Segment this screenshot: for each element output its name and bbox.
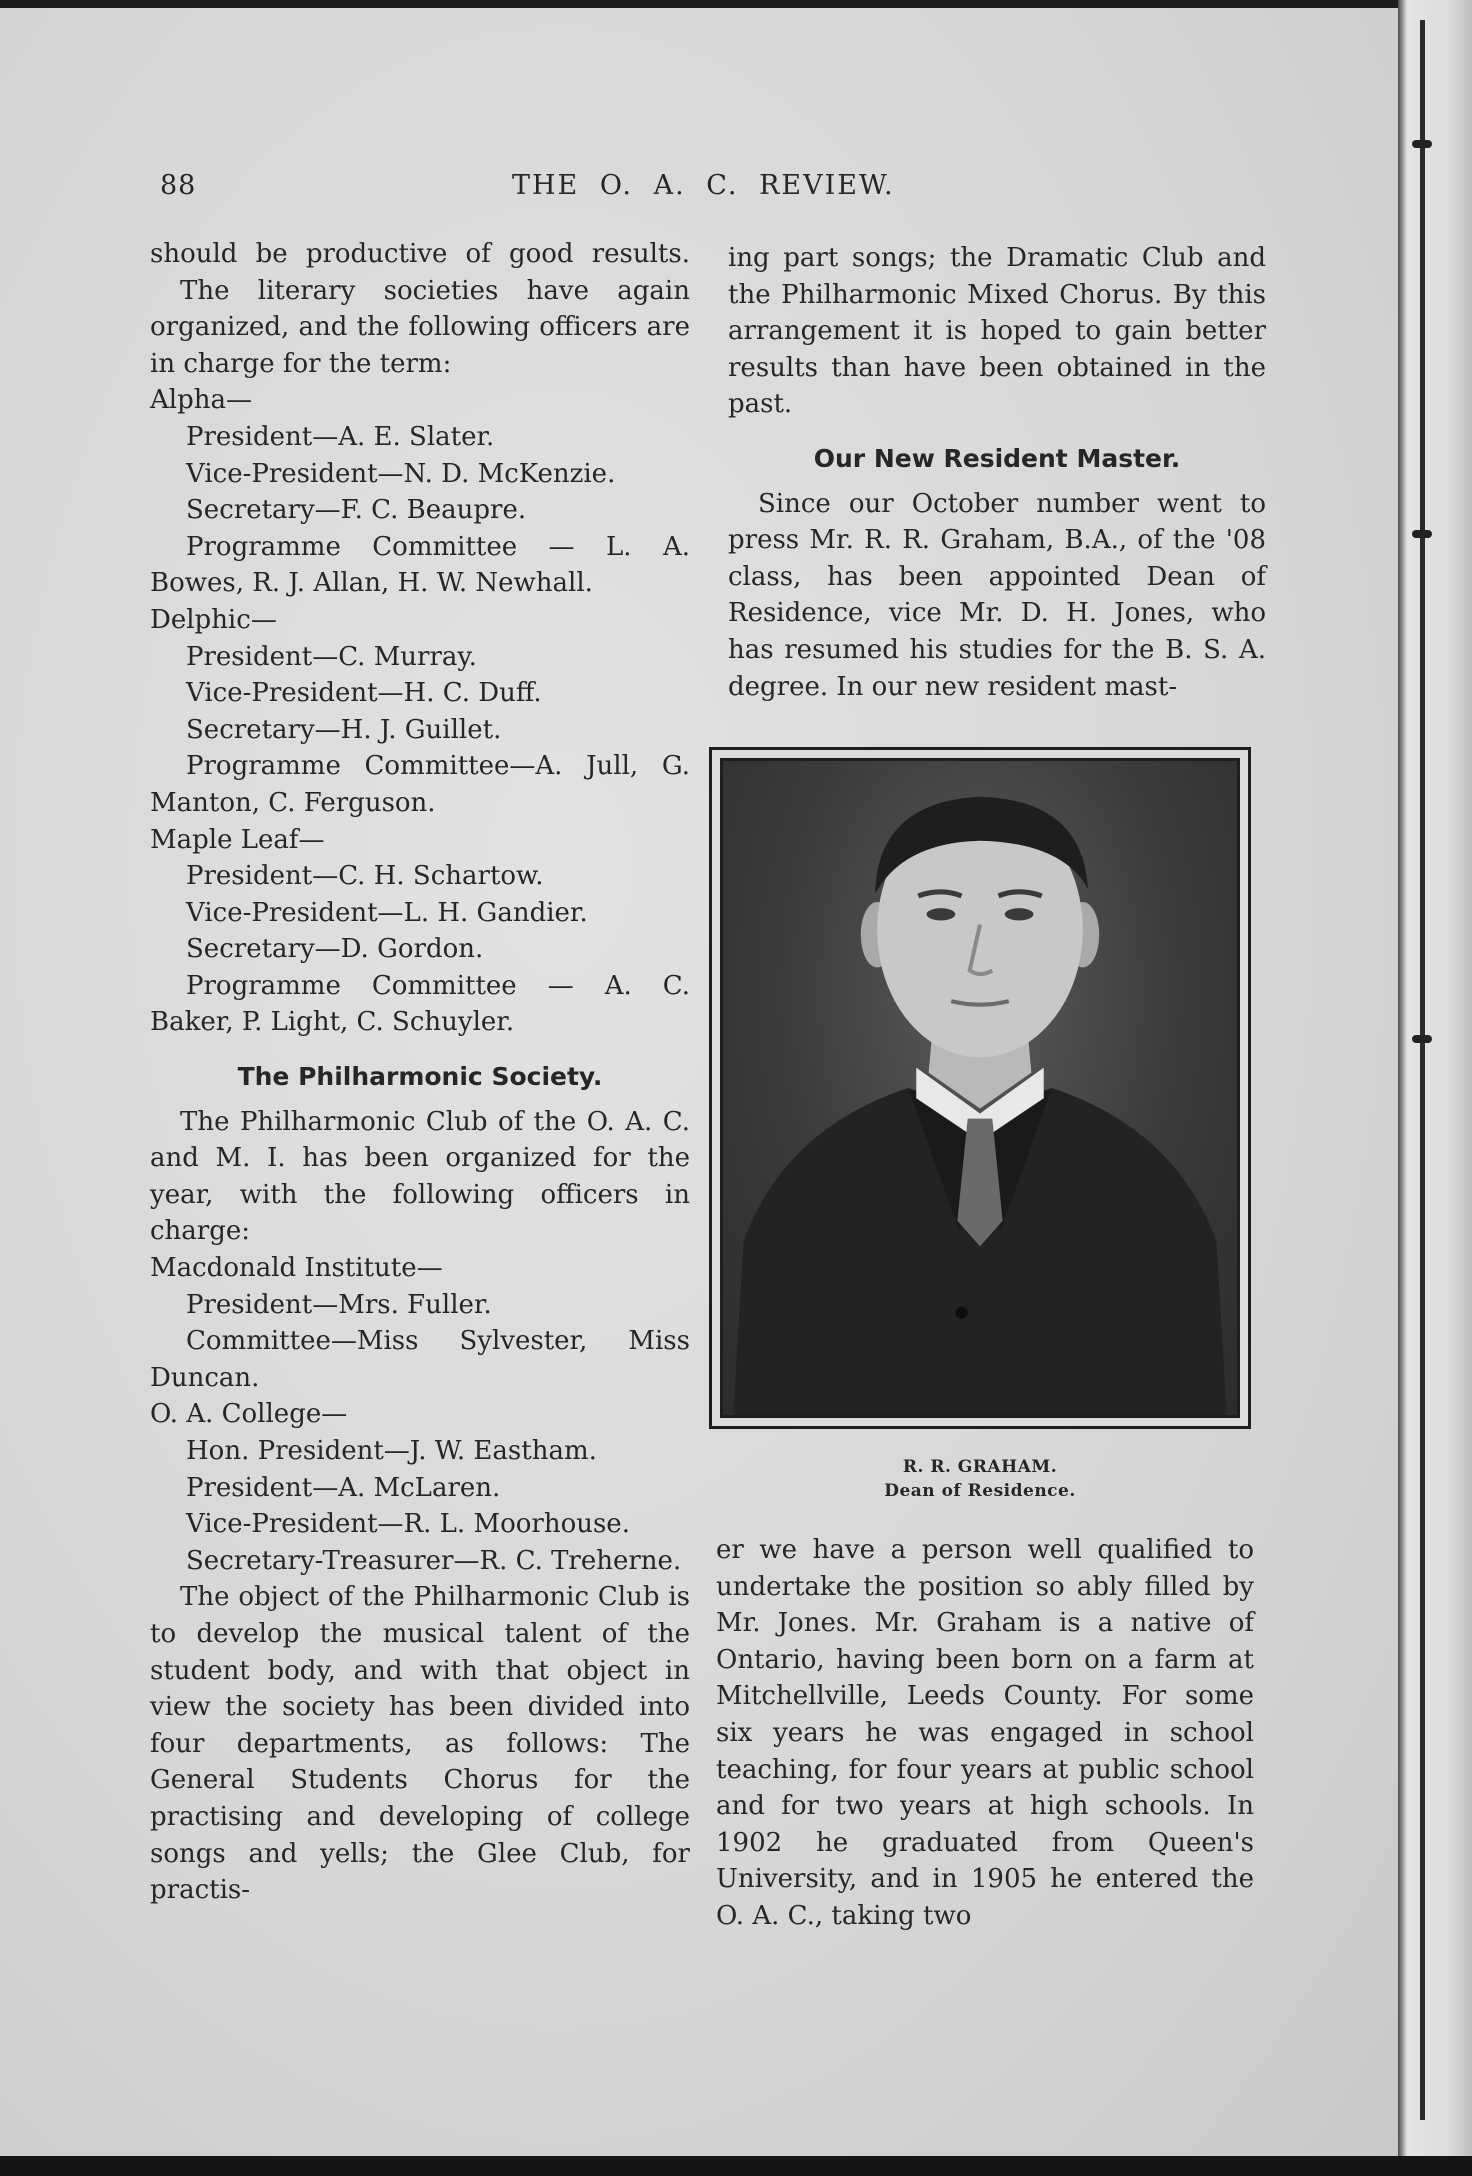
spine-mark: [1412, 1035, 1432, 1043]
officer-line: President—A. E. Slater.: [186, 421, 495, 452]
scan-edge: [0, 2156, 1472, 2176]
caption-name: R. R. GRAHAM.: [902, 1457, 1058, 1477]
spine-edge: [1420, 20, 1425, 2120]
officer-line: Committee—Miss Sylvester, Miss Duncan.: [150, 1326, 690, 1393]
officer-line: Secretary—F. C. Beaupre.: [186, 495, 527, 526]
officer-line: Programme Committee — A. C. Baker, P. Light, C. Schuyler.: [150, 970, 690, 1038]
caption-title: Dean of Residence.: [884, 1481, 1076, 1501]
officer-line: President—A. McLaren.: [186, 1472, 501, 1503]
portrait-photo: [720, 758, 1240, 1418]
officer-line: Vice-President—L. H. Gandier.: [186, 897, 588, 928]
officer-line: President—Mrs. Fuller.: [186, 1289, 492, 1320]
portrait-frame: [709, 747, 1251, 1429]
portrait-caption: [709, 1455, 1251, 1503]
officer-line: Hon. President—J. W. Eastham.: [186, 1436, 597, 1466]
officer-line: President—C. Murray.: [186, 641, 477, 672]
page: [0, 8, 1398, 2156]
philharmonic-heading: The Philharmonic Society.: [237, 1062, 603, 1092]
officer-line: Programme Committee — L. A. Bowes, R. J. Allan, H. W. Newhall.: [150, 531, 690, 599]
running-header: [160, 170, 1260, 210]
portrait-figure: [723, 761, 1237, 1415]
running-title: THE O. A. C. REVIEW.: [512, 170, 895, 201]
continuation-paragraph: ing part songs; the Dramatic Club and the Philharmonic Mixed Chorus. By this arrangement it is hoped to gain better results than have been obtained in the past.: [728, 243, 1266, 420]
spine-mark: [1412, 530, 1432, 538]
group-name-oac: O. A. College—: [150, 1399, 348, 1430]
officer-line: Secretary—D. Gordon.: [186, 934, 484, 965]
resident-master-heading: Our New Resident Master.: [813, 443, 1181, 473]
officer-line: Programme Committee—A. Jull, G. Manton, C. Ferguson.: [150, 751, 690, 818]
philharmonic-intro: The Philharmonic Club of the O. A. C. and M. I. has been organized for the year, with the following officers in charge:: [150, 1106, 690, 1247]
officer-line: Vice-President—H. C. Duff.: [186, 678, 542, 709]
officer-line: President—C. H. Schartow.: [186, 861, 544, 892]
officer-line: Vice-President—R. L. Moorhouse.: [186, 1509, 630, 1540]
right-column-top: [728, 240, 1266, 705]
intro-line: should be productive of good results.: [150, 239, 690, 269]
left-column: [150, 236, 690, 1909]
officer-line: Vice-President—N. D. McKenzie.: [186, 458, 616, 489]
society-name-maple-leaf: Maple Leaf—: [150, 824, 325, 855]
officer-line: Secretary-Treasurer—R. C. Treherne.: [186, 1545, 682, 1576]
officer-line: Secretary—H. J. Guillet.: [186, 714, 502, 745]
society-name-alpha: Alpha—: [150, 385, 252, 416]
page-number: 88: [160, 170, 197, 201]
resident-master-paragraph: Since our October number went to press Mr. R. R. Graham, B.A., of the '08 class, has been appointed Dean of Residence, vice Mr. D. H. Jones, who has resumed his studies for the B. S. A. degree. In our new resident mast-: [728, 488, 1266, 702]
object-paragraph: The object of the Philharmonic Club is to develop the musical talent of the student body, and with that object in view the society has been divided into four departments, as follows: The General Students Chorus for the practising and developing of college songs and yells; the Glee Club, for practis-: [150, 1582, 690, 1906]
after-photo-paragraph: er we have a person well qualified to undertake the position so ably filled by Mr. Jones. Mr. Graham is a native of Ontario, having been born on a farm at Mitchellville, Leeds County. For some six years he was engaged in school teaching, for four years at public school and for two years at high schools. In 1902 he graduated from Queen's University, and in 1905 he entered the O. A. C., taking two: [716, 1535, 1254, 1931]
literary-societies-paragraph: The literary societies have again organized, and the following officers are in charge for the term:: [150, 275, 690, 379]
society-name-delphic: Delphic—: [150, 604, 277, 635]
group-name-macdonald: Macdonald Institute—: [150, 1253, 443, 1284]
right-column-bottom: [716, 1532, 1254, 1935]
spine-mark: [1412, 140, 1432, 148]
book-spine: [1398, 0, 1472, 2176]
